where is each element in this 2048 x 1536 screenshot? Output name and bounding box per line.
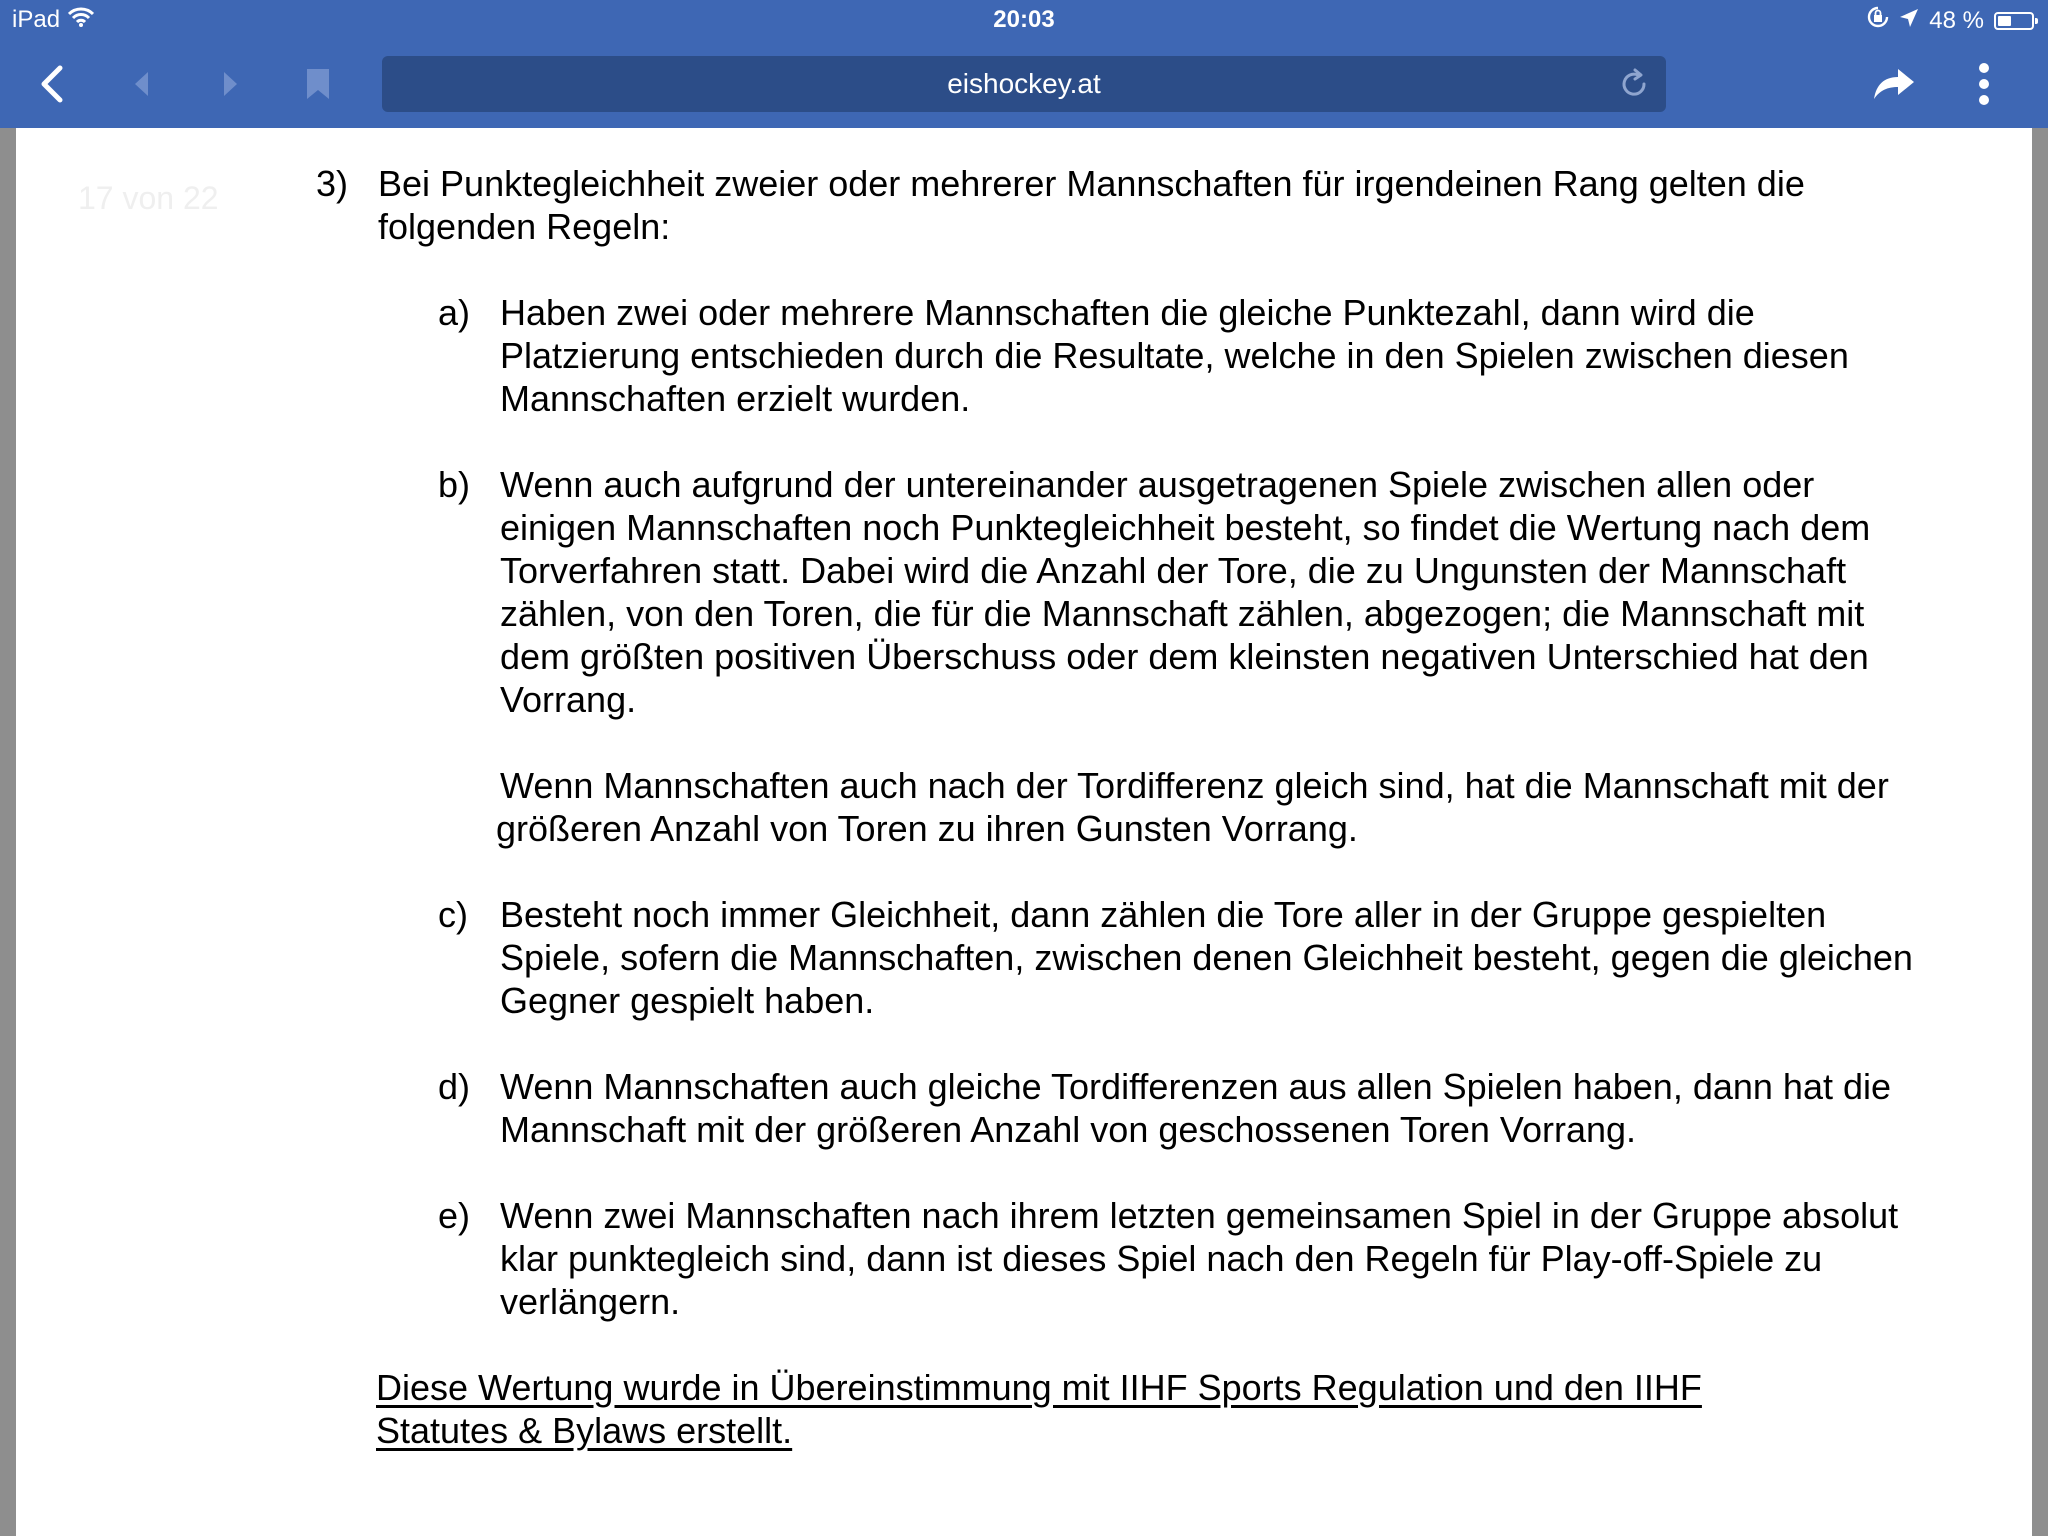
more-button[interactable] [1956, 58, 2012, 110]
rule-text: Wenn auch aufgrund der untereinander ausgetragenen Spiele zwischen allen oder einigen Mannschaften noch Punktegleichheit besteht, so findet die Wertung nach dem Torverfahren statt. Dabei wird die Anzahl der Tore, die zu Ungunsten der Mannschaft zählen, von den Toren, die für die Mannschaft zählen, abgezogen; die Mannschaft mit dem größten positiven Überschuss oder dem kleinsten negativen Unterschied hat den Vorrang. [500, 464, 1871, 720]
address-bar[interactable] [382, 56, 1666, 112]
next-icon [220, 70, 240, 98]
reload-icon [1617, 67, 1651, 101]
orientation-lock-icon [1867, 6, 1889, 35]
more-icon [1978, 62, 1990, 106]
bookmark-button[interactable] [290, 58, 346, 110]
page-counter: 17 von 22 [78, 180, 219, 216]
device-label: iPad [12, 6, 61, 33]
pdf-page [16, 128, 2032, 1536]
section-number: 3) [316, 163, 349, 204]
browser-toolbar [0, 40, 2048, 128]
rule-text: Besteht noch immer Gleichheit, dann zählen die Tore aller in der Gruppe gespielten Spiele, sofern die Mannschaften, zwischen denen Gleichheit besteht, gegen die gleichen Gegner gespielt haben. [500, 894, 1913, 1021]
section-intro: Bei Punktegleichheit zweier oder mehrerer Mannschaften für irgendeinen Rang gelten die folgenden Regeln: [378, 163, 1805, 247]
footnote-text: Diese Wertung wurde in Übereinstimmung mit IIHF Sports Regulation und den IIHF Statutes & Bylaws erstellt. [376, 1367, 1702, 1451]
back-icon [38, 64, 66, 104]
battery-icon [1994, 12, 2034, 30]
browser-chrome [0, 0, 2048, 128]
battery-percent: 48 % [1929, 6, 1984, 34]
rule-label: d) [438, 1066, 471, 1107]
rule-label: b) [438, 464, 471, 505]
rule-label: e) [438, 1195, 471, 1236]
rule-text: Wenn zwei Mannschaften nach ihrem letzten gemeinsamen Spiel in der Gruppe absolut klar punktegleich sind, dann ist dieses Spiel nach den Regeln für Play-off-Spiele zu verlängern. [500, 1195, 1899, 1322]
rule-label: c) [438, 894, 468, 935]
share-icon [1872, 67, 1916, 101]
rule-b-extra-text: Wenn Mannschaften auch nach der Tordifferenz gleich sind, hat die Mannschaft mit der größeren Anzahl von Toren zu ihren Gunsten Vorrang. [496, 765, 1889, 849]
rule-label: a) [438, 292, 471, 333]
share-button[interactable] [1866, 58, 1922, 110]
back-button[interactable] [24, 58, 80, 110]
bookmark-icon [305, 67, 331, 101]
location-icon [1899, 7, 1919, 35]
next-page-button[interactable] [202, 58, 258, 110]
url-text: eishockey.at [947, 68, 1101, 99]
rule-text: Wenn Mannschaften auch gleiche Tordifferenzen aus allen Spielen haben, dann hat die Mannschaft mit der größeren Anzahl von geschossenen Toren Vorrang. [500, 1066, 1892, 1150]
prev-icon [132, 70, 152, 98]
reload-button[interactable] [1616, 66, 1652, 102]
prev-page-button[interactable] [114, 58, 170, 110]
document-body [16, 128, 2032, 1536]
clock: 20:03 [993, 6, 1055, 33]
status-bar [0, 0, 2048, 40]
rule-text: Haben zwei oder mehrere Mannschaften die gleiche Punktezahl, dann wird die Platzierung entschieden durch die Resultate, welche in den Spielen zwischen diesen Mannschaften erzielt wurden. [500, 292, 1849, 419]
